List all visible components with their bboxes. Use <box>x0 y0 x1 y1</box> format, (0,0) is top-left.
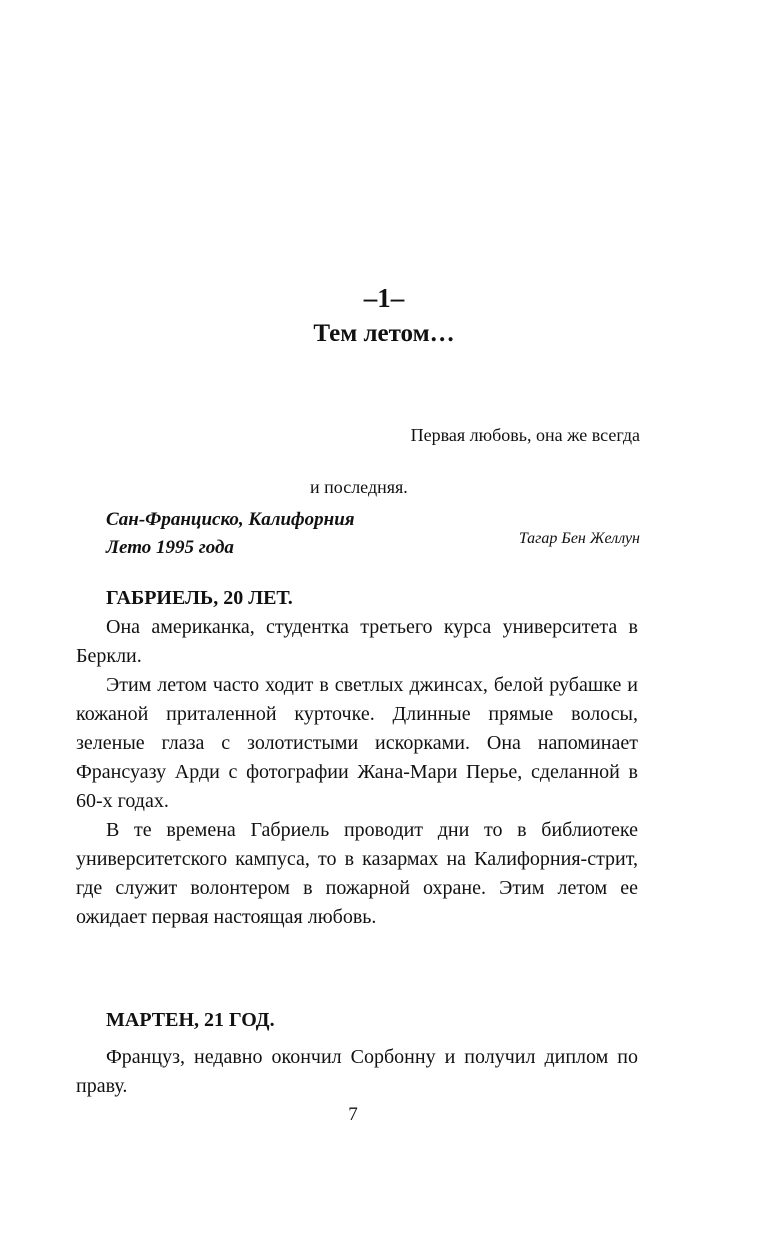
marten-paragraph-1: Француз, недавно окончил Сорбонну и получил диплом по праву. <box>76 1046 638 1097</box>
marten-heading: МАРТЕН, 21 ГОД. <box>106 1009 275 1031</box>
chapter-title: Тем летом… <box>313 320 455 347</box>
page-number: 7 <box>348 1104 358 1125</box>
gabrielle-paragraph-1: Она американка, студентка третьего курса университета в Беркли. <box>76 616 638 667</box>
gabrielle-paragraph-3: В те времена Габриель проводит дни то в библиотеке университетского кампуса, то в казармах на Калифорния-стрит, где служит волонтером в пожарной охране. Этим летом ее ожидает первая настоящая любовь. <box>76 819 638 928</box>
epigraph-author: Тагар Бен Желлун <box>518 530 640 547</box>
gabrielle-paragraph-2: Этим летом часто ходит в светлых джинсах, белой рубашке и кожаной приталенной курточке. Длинные прямые волосы, зеленые глаза с золотистыми искорками. Она напоминает Франсуазу Арди с фотографии Жана-Мари Перье, сделанной в 60-х годах. <box>76 674 638 812</box>
epigraph-line-2: и последняя. <box>310 477 408 497</box>
gabrielle-section <box>76 584 638 932</box>
marten-section <box>76 1006 638 1101</box>
setting-time: Лето 1995 года <box>106 537 234 558</box>
setting <box>106 506 646 562</box>
epigraph-line-1: Первая любовь, она же всегда <box>410 425 640 445</box>
chapter-number: –1– <box>363 283 405 313</box>
setting-place: Сан-Франциско, Калифорния <box>106 509 355 530</box>
gabrielle-heading: ГАБРИЕЛЬ, 20 ЛЕТ. <box>106 587 293 609</box>
